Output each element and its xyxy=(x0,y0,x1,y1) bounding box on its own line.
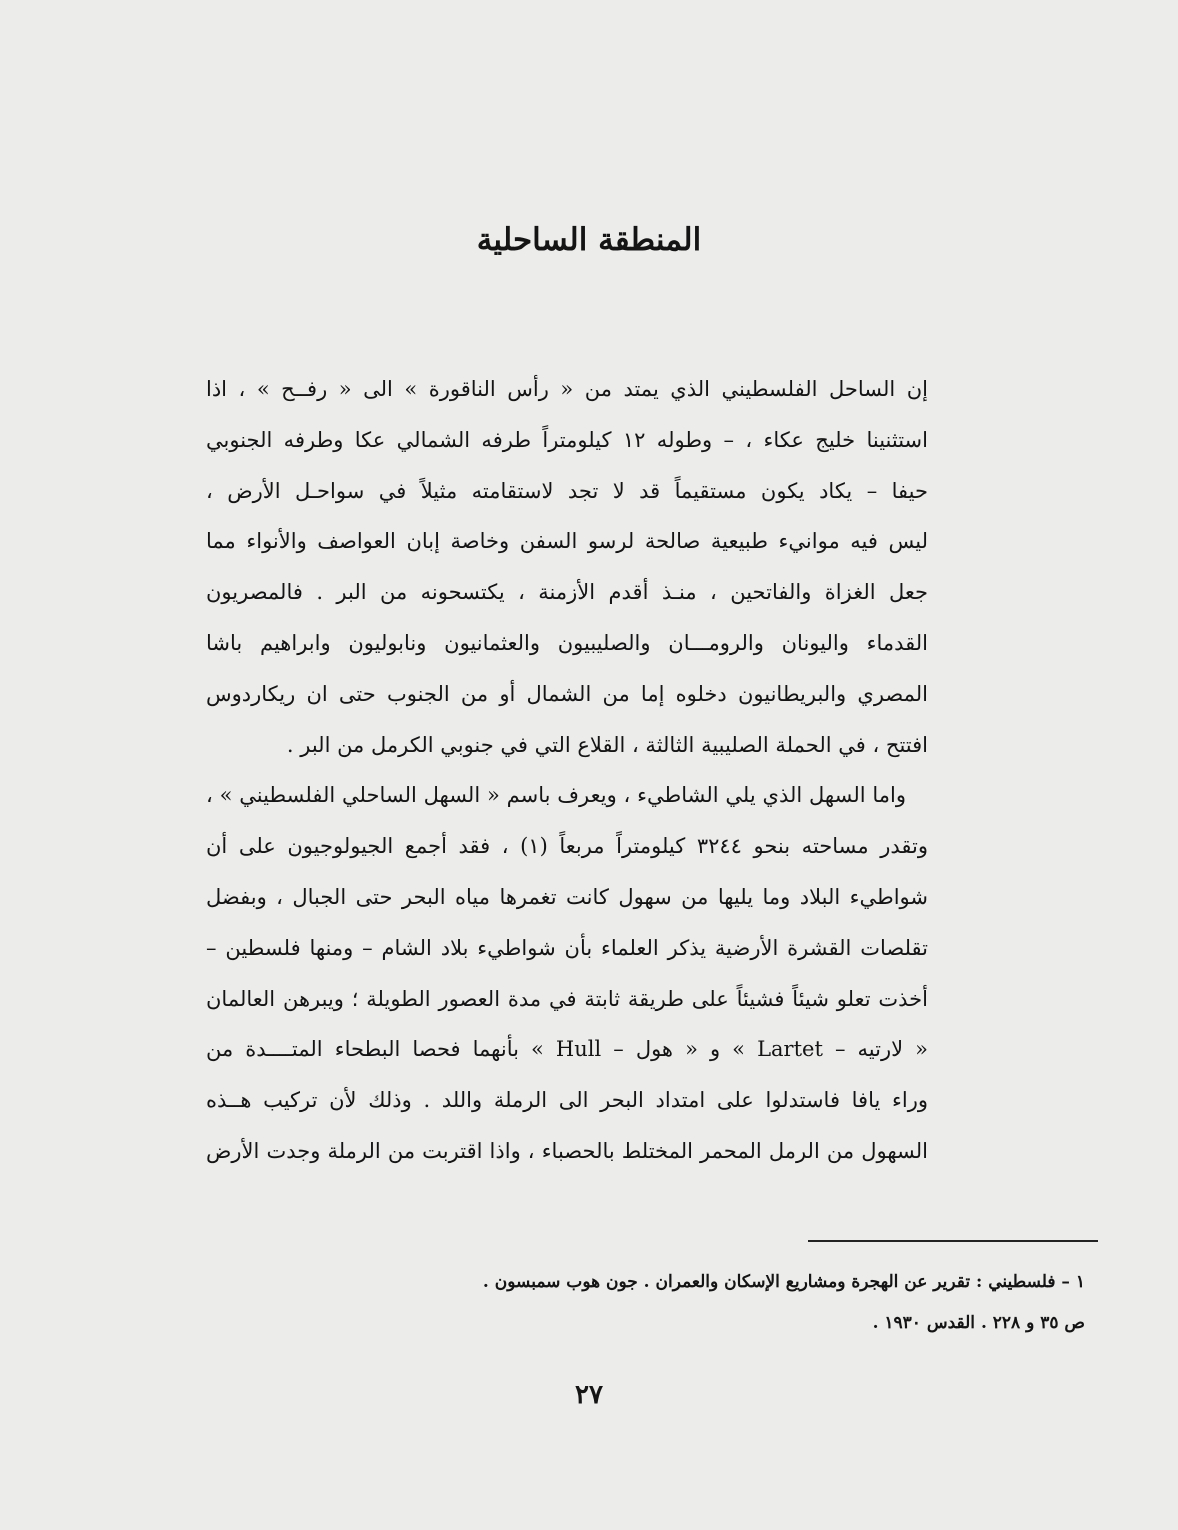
paragraph-1-line: حيفا – يكاد يكون مستقيماً قد لا تجد لاستقامته مثيلاً في سواحـل الأرض ، xyxy=(206,478,928,503)
footnote-line: ١ – فلسطيني : تقرير عن الهجرة ومشاريع الإسكان والعمران . جون هوب سمبسون . xyxy=(482,1272,1085,1292)
paragraph-2-line: واما السهل الذي يلي الشاطيء ، ويعرف باسم « السهل الساحلي الفلسطيني » ، xyxy=(206,783,906,808)
paragraph-2-line: أخذت تعلو شيئاً فشيئاً على طريقة ثابتة في مدة العصور الطويلة ؛ ويبرهن العالمان xyxy=(206,986,928,1011)
paragraph-1-line: جعل الغزاة والفاتحين ، منـذ أقدم الأزمنة ، يكتسحونه من البر . فالمصريون xyxy=(206,580,928,605)
paragraph-2-line: وراء يافا فاستدلوا على امتداد البحر الى الرملة واللد . وذلك لأن تركيب هــذه xyxy=(206,1088,928,1113)
paragraph-1-line: ليس فيه موانيء طبيعية صالحة لرسو السفن وخاصة إبان العواصف والأنواء مما xyxy=(206,529,928,554)
paragraph-2-line: « لارتيه – Lartet » و « هول – Hull » بأنهما فحصا البطحاء المتــــدة من xyxy=(206,1037,928,1062)
paragraph-2-line: السهول من الرمل المحمر المختلط بالحصباء ، واذا اقتربت من الرملة وجدت الأرض xyxy=(206,1138,928,1163)
page-number: ٢٧ xyxy=(575,1380,603,1410)
paragraph-1-line: القدماء واليونان والرومـــان والصليبيون والعثمانيون ونابوليون وابراهيم باشا xyxy=(206,630,928,655)
body-text xyxy=(206,364,928,1177)
paragraph-2-line: وتقدر مساحته بنحو ٣٢٤٤ كيلومتراً مربعاً (١) ، فقد أجمع الجيولوجيون على أن xyxy=(206,834,928,859)
show-through-top xyxy=(150,0,1028,340)
page-heading: المنطقة الساحلية xyxy=(476,222,702,258)
paragraph-2-line: شواطيء البلاد وما يليها من سهول كانت تغمرها مياه البحر حتى الجبال ، وبفضل xyxy=(206,884,928,909)
paragraph-2-line: تقلصات القشرة الأرضية يذكر العلماء بأن شواطيء بلاد الشام – ومنها فلسطين – xyxy=(206,935,928,960)
paragraph-1-line: استثنينا خليج عكاء ، – وطوله ١٢ كيلومتراً طرفه الشمالي عكا وطرفه الجنوبي xyxy=(206,427,928,452)
footnote-line: ص ٣٥ و ٢٢٨ . القدس ١٩٣٠ . xyxy=(872,1313,1085,1333)
paragraph-1-line: إن الساحل الفلسطيني الذي يمتد من « رأس الناقورة » الى « رفــح » ، اذا xyxy=(206,377,928,401)
footnote xyxy=(150,1262,1085,1344)
paragraph-1-line: افتتح ، في الحملة الصليبية الثالثة ، القلاع التي في جنوبي الكرمل من البر . xyxy=(286,732,928,757)
footnote-divider xyxy=(808,1240,1098,1242)
paragraph-1-line: المصري والبريطانيون دخلوه إما من الشمال أو من الجنوب حتى ان ريكاردوس xyxy=(206,681,928,706)
